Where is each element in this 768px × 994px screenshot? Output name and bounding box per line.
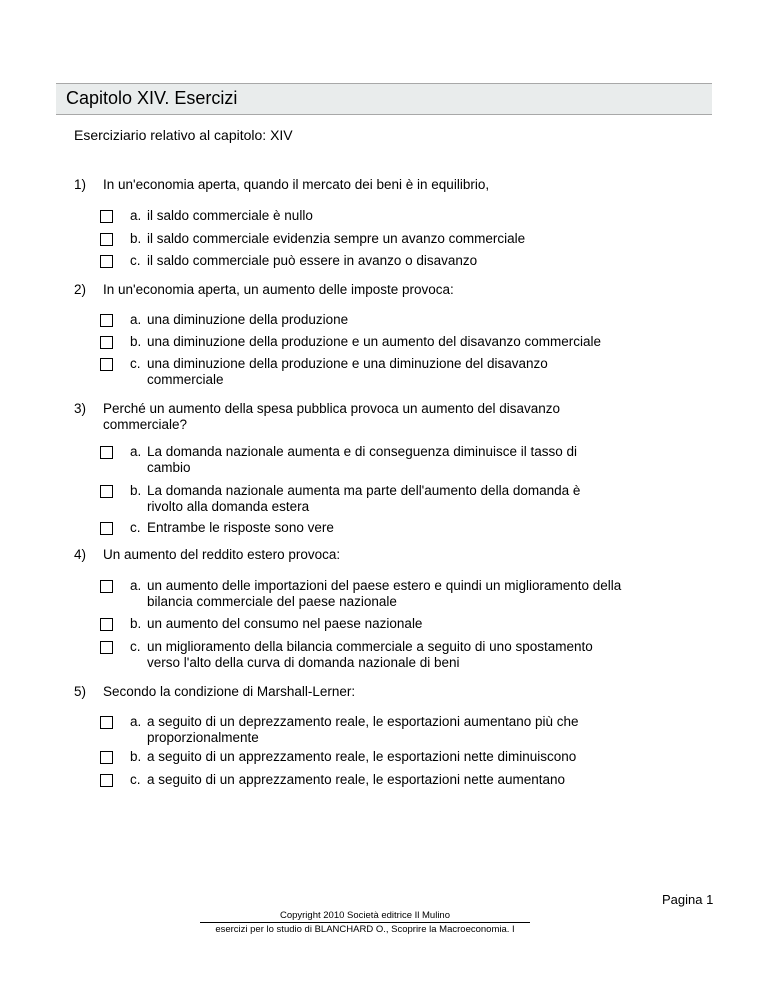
page-number: Pagina 1	[662, 892, 714, 907]
option-1a[interactable]	[100, 208, 640, 224]
question-1	[74, 177, 634, 193]
checkbox[interactable]	[100, 314, 113, 327]
footer-book-reference: esercizi per lo studio di BLANCHARD O., Scoprire la Macroeconomia. I	[215, 924, 515, 935]
question-text: In un'economia aperta, quando il mercato dei beni è in equilibrio,	[103, 177, 490, 192]
option-text: il saldo commerciale evidenzia sempre un avanzo commerciale	[147, 231, 526, 246]
option-letter: b.	[130, 483, 142, 498]
option-letter: c.	[130, 772, 141, 787]
checkbox[interactable]	[100, 618, 113, 631]
option-text: Entrambe le risposte sono vere	[147, 520, 334, 535]
checkbox[interactable]	[100, 210, 113, 223]
question-text: Un aumento del reddito estero provoca:	[103, 547, 341, 562]
option-text: La domanda nazionale aumenta e di conseguenza diminuisce il tasso di cambio	[147, 444, 578, 475]
option-letter: b.	[130, 334, 142, 349]
footer-divider	[200, 922, 530, 923]
checkbox[interactable]	[100, 751, 113, 764]
option-5c[interactable]	[100, 772, 640, 788]
option-text: una diminuzione della produzione	[147, 312, 349, 327]
question-number: 4)	[74, 547, 87, 562]
option-4c[interactable]	[100, 639, 640, 671]
option-letter: c.	[130, 639, 141, 654]
option-text: a seguito di un deprezzamento reale, le esportazioni aumentano più che proporzionalmente	[147, 714, 579, 745]
option-3b[interactable]	[100, 483, 640, 515]
option-text: un miglioramento della bilancia commerciale a seguito di uno spostamento verso l'alto della curva di domanda nazionale di beni	[147, 639, 593, 670]
option-letter: c.	[130, 356, 141, 371]
option-4b[interactable]	[100, 616, 640, 632]
checkbox[interactable]	[100, 446, 113, 459]
footer-copyright: Copyright 2010 Società editrice Il Mulino	[279, 910, 451, 921]
checkbox[interactable]	[100, 641, 113, 654]
checkbox[interactable]	[100, 485, 113, 498]
option-letter: c.	[130, 253, 141, 268]
option-letter: b.	[130, 231, 142, 246]
option-text: un aumento del consumo nel paese nazionale	[147, 616, 423, 631]
option-3a[interactable]	[100, 444, 640, 476]
question-number: 2)	[74, 282, 87, 297]
checkbox[interactable]	[100, 716, 113, 729]
checkbox[interactable]	[100, 774, 113, 787]
checkbox[interactable]	[100, 255, 113, 268]
question-number: 1)	[74, 177, 87, 192]
question-number: 5)	[74, 684, 87, 699]
option-letter: a.	[130, 714, 142, 729]
page-title: Capitolo XIV. Esercizi	[66, 88, 238, 108]
question-4	[74, 547, 634, 563]
option-1c[interactable]	[100, 253, 640, 269]
option-letter: b.	[130, 616, 142, 631]
option-5b[interactable]	[100, 749, 640, 765]
option-letter: a.	[130, 444, 142, 459]
option-5a[interactable]	[100, 714, 640, 746]
checkbox[interactable]	[100, 522, 113, 535]
option-text: una diminuzione della produzione e un aumento del disavanzo commerciale	[147, 334, 602, 349]
question-text: Perché un aumento della spesa pubblica provoca un aumento del disavanzo commerciale?	[103, 401, 561, 432]
option-text: a seguito di un apprezzamento reale, le esportazioni nette diminuiscono	[147, 749, 577, 764]
option-letter: c.	[130, 520, 141, 535]
footer	[200, 910, 530, 935]
question-number: 3)	[74, 401, 87, 416]
question-text: Secondo la condizione di Marshall-Lerner:	[103, 684, 356, 699]
checkbox[interactable]	[100, 358, 113, 371]
option-text: a seguito di un apprezzamento reale, le esportazioni nette aumentano	[147, 772, 566, 787]
option-2a[interactable]	[100, 312, 640, 328]
chapter-header	[56, 83, 712, 115]
option-text: La domanda nazionale aumenta ma parte dell'aumento della domanda è rivolto alla domanda estera	[147, 483, 581, 514]
option-2b[interactable]	[100, 334, 640, 350]
question-5	[74, 684, 634, 700]
option-letter: a.	[130, 578, 142, 593]
option-text: un aumento delle importazioni del paese estero e quindi un miglioramento della bilancia commerciale del paese nazionale	[147, 578, 622, 609]
option-3c[interactable]	[100, 520, 640, 536]
option-text: il saldo commerciale può essere in avanzo o disavanzo	[147, 253, 478, 268]
checkbox[interactable]	[100, 336, 113, 349]
option-4a[interactable]	[100, 578, 640, 610]
question-text: In un'economia aperta, un aumento delle imposte provoca:	[103, 282, 454, 297]
question-3	[74, 401, 614, 433]
option-letter: a.	[130, 312, 142, 327]
option-2c[interactable]	[100, 356, 640, 388]
checkbox[interactable]	[100, 233, 113, 246]
checkbox[interactable]	[100, 580, 113, 593]
question-2	[74, 282, 634, 298]
option-text: una diminuzione della produzione e una diminuzione del disavanzo commerciale	[147, 356, 548, 387]
option-text: il saldo commerciale è nullo	[147, 208, 313, 223]
option-letter: b.	[130, 749, 142, 764]
page-subtitle: Eserciziario relativo al capitolo: XIV	[74, 127, 293, 143]
option-1b[interactable]	[100, 231, 640, 247]
option-letter: a.	[130, 208, 142, 223]
